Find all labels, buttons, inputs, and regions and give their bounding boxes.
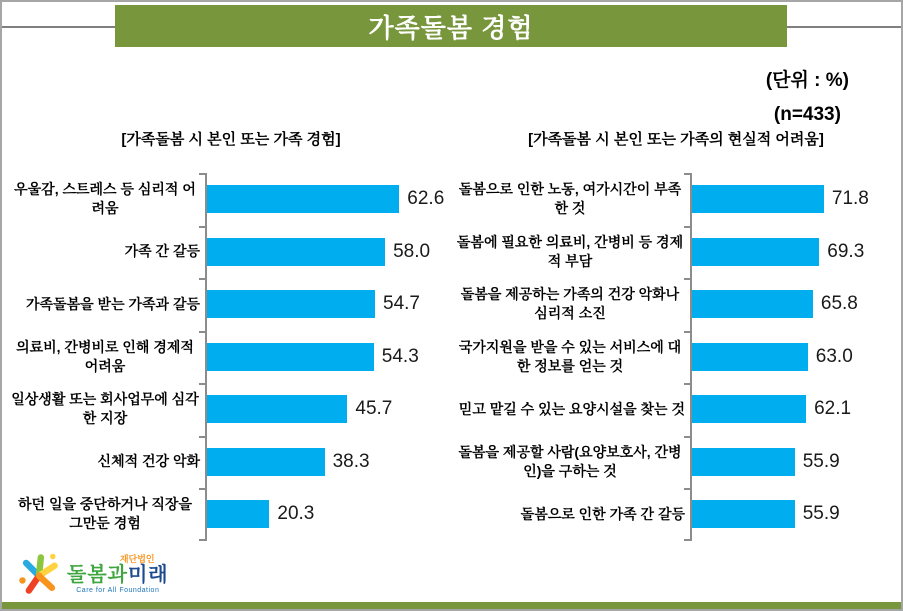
axis-tick: [199, 226, 206, 228]
axis-tick: [684, 226, 691, 228]
bar: [692, 238, 819, 266]
chart-row: [10, 173, 452, 226]
category-cell: [455, 488, 690, 541]
value-label: 45.7: [355, 398, 393, 420]
bar-track: [690, 436, 897, 489]
category-cell: [10, 173, 205, 226]
category-label: 돌봄으로 인한 가족 간 갈등: [520, 505, 685, 522]
value-label: 54.7: [383, 293, 420, 315]
logo-icon: [16, 551, 62, 597]
axis-tick: [199, 331, 206, 333]
bar: [692, 500, 795, 528]
title-banner: [115, 5, 787, 47]
value-label: 55.9: [802, 450, 840, 472]
chart-row: [10, 278, 452, 331]
chart-row: [10, 488, 452, 541]
category-cell: [10, 331, 205, 384]
bar: [207, 395, 347, 423]
bar-track: [205, 488, 452, 541]
axis-tick: [684, 278, 691, 280]
category-label: 돌봄에 필요한 의료비, 간병비 등 경제적 부담: [456, 233, 684, 269]
category-label: 돌봄을 제공할 사람(요양보호사, 간병인)을 구하는 것: [458, 443, 682, 479]
category-cell: [455, 383, 690, 436]
chart-subtitle: [가족돌봄 시 본인 또는 가족의 현실적 어려움]: [528, 131, 824, 148]
axis-tick: [199, 383, 206, 385]
bar: [207, 238, 385, 266]
category-cell: [455, 173, 690, 226]
logo-name-part2: 미래: [127, 563, 169, 586]
page-title: 가족돌봄 경험: [368, 12, 534, 43]
bar: [207, 343, 374, 371]
chart-subtitle: [가족돌봄 시 본인 또는 가족 경험]: [121, 131, 341, 148]
axis-tick: [684, 383, 691, 385]
category-label: 하던 일을 중단하거나 직장을 그만둔 경험: [18, 496, 192, 532]
category-label: 신체적 건강 악화: [97, 453, 200, 470]
category-label: 가족돌봄을 받는 가족과 갈등: [26, 295, 200, 312]
value-label: 62.1: [814, 398, 852, 420]
value-label: 71.8: [831, 188, 869, 210]
chart-plot-area: [455, 173, 897, 541]
category-cell: [455, 278, 690, 331]
value-label: 65.8: [820, 293, 858, 315]
bar: [692, 448, 795, 476]
category-label: 믿고 맡길 수 있는 요양시설을 찾는 것: [458, 400, 685, 417]
category-label: 돌봄을 제공하는 가족의 건강 악화나 심리적 소진: [460, 286, 680, 322]
chart-row: [455, 173, 897, 226]
bar-track: [690, 173, 897, 226]
sample-size-note: (n=433): [773, 104, 841, 125]
logo-name-part1: 돌봄과: [67, 563, 128, 586]
category-label: 의료비, 간병비로 인해 경제적 어려움: [16, 338, 194, 374]
bar-track: [690, 278, 897, 331]
bar-track: [690, 488, 897, 541]
value-label: 20.3: [277, 503, 315, 525]
bar: [207, 500, 269, 528]
bar: [207, 185, 399, 213]
chart-meta: [766, 64, 849, 132]
foundation-logo: [16, 551, 169, 597]
category-label: 일상생활 또는 회사업무에 심각한 지장: [11, 391, 199, 427]
category-label: 국가지원을 받을 수 있는 서비스에 대한 정보를 얻는 것: [458, 338, 682, 374]
bar: [692, 343, 808, 371]
chart-row: [10, 226, 452, 279]
logo-name: [67, 565, 169, 585]
axis-tick: [684, 173, 691, 175]
chart-row: [455, 436, 897, 489]
axis-tick: [684, 436, 691, 438]
bar: [692, 290, 813, 318]
category-cell: [10, 226, 205, 279]
bar-track: [205, 278, 452, 331]
axis-tick: [199, 436, 206, 438]
chart-row: [455, 331, 897, 384]
bar-track: [205, 383, 452, 436]
bar-track: [205, 331, 452, 384]
logo-text: [67, 555, 169, 594]
axis-tick: [199, 173, 206, 175]
chart-family-experience: [10, 128, 452, 541]
axis-tick: [199, 488, 206, 490]
category-cell: [10, 436, 205, 489]
value-label: 63.0: [815, 345, 853, 367]
value-label: 69.3: [827, 240, 865, 262]
category-label: 돌봄으로 인한 노동, 여가시간이 부족한 것: [458, 181, 682, 217]
logo-org-type: 재단법인: [119, 553, 155, 564]
bar: [692, 185, 824, 213]
axis-tick: [684, 331, 691, 333]
bar: [207, 290, 375, 318]
bar-track: [690, 383, 897, 436]
chart-row: [10, 436, 452, 489]
chart-plot-area: [10, 173, 452, 541]
value-label: 54.3: [381, 345, 419, 367]
category-cell: [10, 383, 205, 436]
axis-tick: [199, 539, 206, 541]
value-label: 55.9: [802, 503, 840, 525]
chart-row: [455, 383, 897, 436]
bar-track: [690, 226, 897, 279]
chart-row: [455, 488, 897, 541]
chart-practical-difficulties: [455, 128, 897, 541]
axis-tick: [199, 278, 206, 280]
axis-tick: [684, 539, 691, 541]
footer-accent-bar: [2, 602, 901, 609]
category-cell: [10, 488, 205, 541]
value-label: 62.6: [407, 188, 445, 210]
chart-row: [10, 383, 452, 436]
chart-row: [455, 278, 897, 331]
value-label: 38.3: [332, 450, 370, 472]
bar-track: [205, 436, 452, 489]
axis-tick: [684, 488, 691, 490]
value-label: 58.0: [393, 240, 431, 262]
bar-track: [690, 331, 897, 384]
bar-track: [205, 173, 452, 226]
category-cell: [455, 331, 690, 384]
category-label: 우울감, 스트레스 등 심리적 어려움: [14, 181, 196, 217]
bar: [207, 448, 325, 476]
bar: [692, 395, 806, 423]
category-cell: [10, 278, 205, 331]
category-cell: [455, 226, 690, 279]
chart-row: [10, 331, 452, 384]
unit-note: (단위 : %): [765, 70, 849, 91]
bar-track: [205, 226, 452, 279]
category-cell: [455, 436, 690, 489]
category-label: 가족 간 갈등: [124, 243, 200, 260]
logo-tagline: Care for All Foundation: [76, 586, 160, 594]
chart-row: [455, 226, 897, 279]
